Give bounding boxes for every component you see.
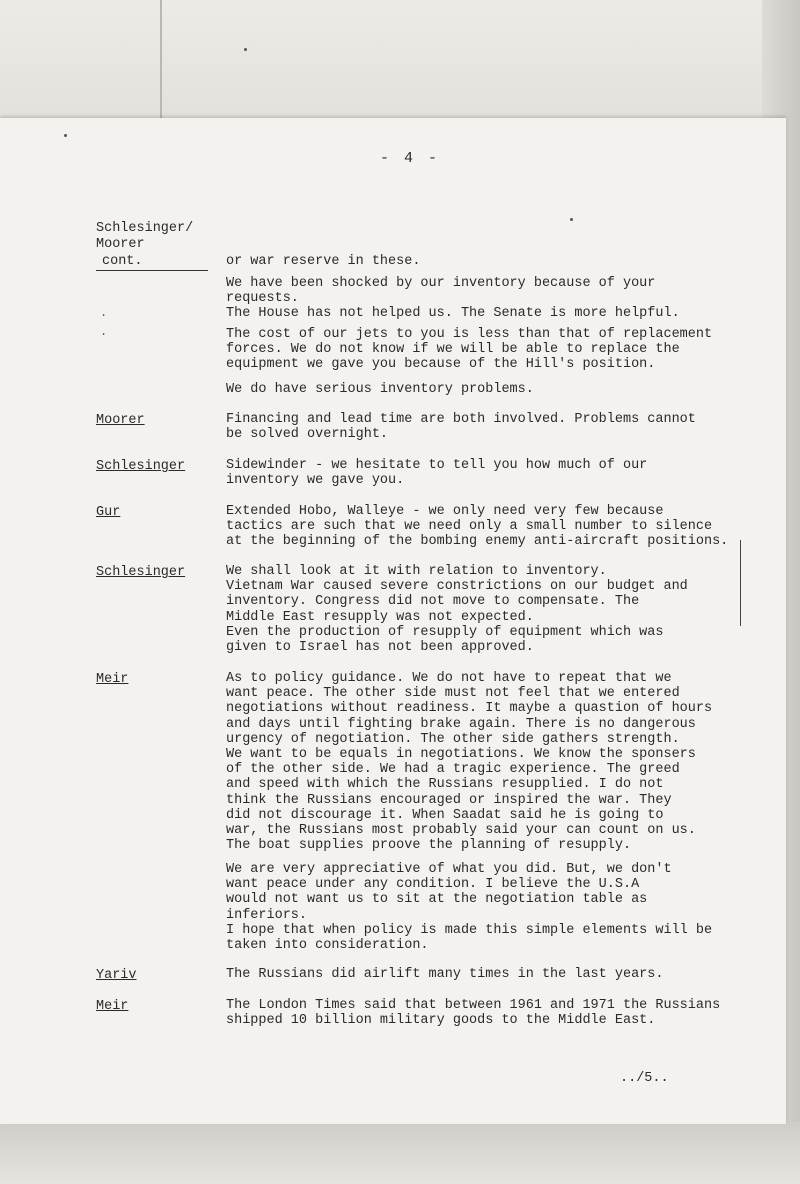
margin-speck [244,48,247,51]
transcript-paragraph: The Russians did airlift many times in the last years. [226,967,664,982]
transcript-paragraph: We shall look at it with relation to inventory. Vietnam War caused severe constrictions on our budget and inventory. Congress did not move to compensate. The Middle East resupply was not expected. Even the production of resupply of equipment which was given to Israel has not been approved. [226,564,688,656]
margin-speck [570,218,573,221]
margin-rule [740,540,741,626]
transcript-paragraph: We do have serious inventory problems. [226,382,534,397]
transcript-paragraph: or war reserve in these. [226,254,421,269]
speaker-label: Schlesinger [96,565,186,580]
speaker-label: Meir [96,672,129,687]
previous-page-edge [0,0,800,118]
transcript-paragraph: We have been shocked by our inventory because of your requests. The House has not helped us. The Senate is more helpful. [226,276,680,322]
margin-mark: . [100,325,108,339]
speaker-label: Gur [96,505,121,520]
transcript-paragraph: Sidewinder - we hesitate to tell you how much of our inventory we gave you. [226,458,648,489]
page-number: - 4 - [380,150,441,167]
margin-speck [64,134,67,137]
transcript-paragraph: We are very appreciative of what you did. But, we don't want peace under any condition. I believe the U.S.A would not want us to sit at the negotiation table as inferiors. I hope that when policy is made this simple elements will be taken into consideration. [226,862,713,954]
speaker-continued: cont. [96,254,208,271]
speaker-label: Schlesinger [96,459,186,474]
transcript-paragraph: The cost of our jets to you is less than that of replacement forces. We do not know if we will be able to replace the equipment we gave you because of the Hill's position. [226,327,713,373]
continuation-marker: ../5.. [620,1071,669,1086]
speaker-label: Moorer [96,413,145,428]
margin-mark: . [100,306,108,320]
transcript-paragraph: Extended Hobo, Walleye - we only need very few because tactics are such that we need only a small number to silence at the beginning of the bombing enemy anti-aircraft positions. [226,504,729,550]
transcript-paragraph: Financing and lead time are both involved. Problems cannot be solved overnight. [226,412,696,443]
next-page-edge [0,1122,800,1184]
speaker-label: Yariv [96,968,137,983]
transcript-paragraph: As to policy guidance. We do not have to repeat that we want peace. The other side must not feel that we entered negotiations without readiness. It maybe a quastion of hours and days until fighting brake again. There is no dangerous urgency of negotiation. The other side gathers strength. We want to be equals in negotiations. We know the sponsers of the other side. We had a tragic experience. The greed and speed with which the Russians resupplied. I do not think the Russians encouraged or inspired the war. They did not discourage it. When Saadat said he is going to war, the Russians most probably said your can count on us. The boat supplies proove the planning of resupply. [226,671,713,854]
transcript-paragraph: The London Times said that between 1961 and 1971 the Russians shipped 10 billion military goods to the Middle East. [226,998,721,1029]
speaker-name: Schlesinger/ [96,221,194,236]
speaker-label: Meir [96,999,129,1014]
speaker-name: Moorer [96,237,145,252]
speaker-header [96,221,193,253]
fold-line [160,0,162,118]
